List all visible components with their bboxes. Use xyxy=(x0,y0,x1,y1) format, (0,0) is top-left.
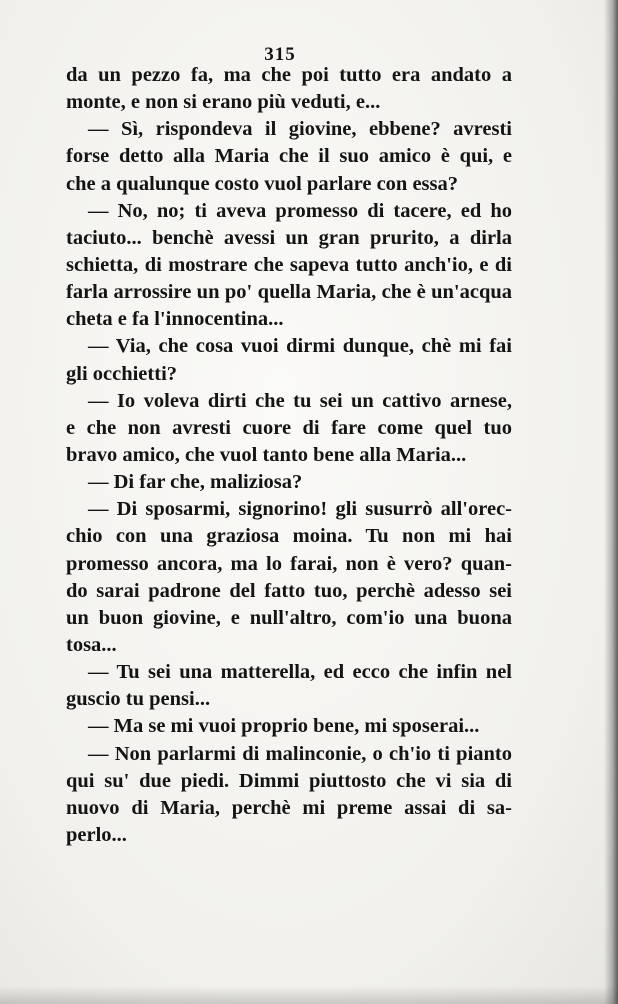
text-line: qui su' due piedi. Dimmi piuttosto che vi sia di xyxy=(66,769,512,792)
text-line: — Tu sei una matterella, ed ecco che infin nel xyxy=(88,661,512,684)
text-line: do sarai padrone del fatto tuo, perchè adesso sei xyxy=(66,579,512,602)
text-line: — Io voleva dirti che tu sei un cattivo arnese, xyxy=(88,389,512,412)
text-line: perlo... xyxy=(66,823,127,846)
text-line: — Ma se mi vuoi proprio bene, mi sposerai... xyxy=(88,715,480,738)
text-line: monte, e non si erano più veduti, e... xyxy=(66,91,381,114)
page-bottom-shadow xyxy=(0,986,618,1004)
page-edge-shadow xyxy=(604,0,618,1004)
text-line: e che non avresti cuore di fare come quel tuo xyxy=(66,416,512,439)
text-line: nuovo di Maria, perchè mi preme assai di sa- xyxy=(66,796,512,819)
text-line: bravo amico, che vuol tanto bene alla Maria... xyxy=(66,443,467,466)
text-line: — Via, che cosa vuoi dirmi dunque, chè mi fai xyxy=(88,335,512,358)
page-number: 315 xyxy=(264,44,296,65)
text-line: gli occhietti? xyxy=(66,362,178,385)
text-line: taciuto... benchè avessi un gran prurito, a dirla xyxy=(66,226,512,249)
text-line: — No, no; ti aveva promesso di tacere, ed ho xyxy=(88,199,512,222)
text-line: schietta, di mostrare che sapeva tutto anch'io, e di xyxy=(66,253,512,276)
text-line: — Non parlarmi di malinconie, o ch'io ti pianto xyxy=(88,742,512,765)
text-line: farla arrossire un po' quella Maria, che è un'acqua xyxy=(66,281,512,304)
text-line: — Sì, rispondeva il giovine, ebbene? avresti xyxy=(88,118,512,141)
text-line: tosa... xyxy=(66,633,117,656)
text-line: forse detto alla Maria che il suo amico è qui, e xyxy=(66,145,512,168)
text-line: guscio tu pensi... xyxy=(66,688,211,711)
text-line: promesso ancora, ma lo farai, non è vero? quan- xyxy=(66,552,512,575)
text-line: da un pezzo fa, ma che poi tutto era andato a xyxy=(66,64,512,86)
text-line: che a qualunque costo vuol parlare con essa? xyxy=(66,172,459,195)
text-line: chio con una graziosa moina. Tu non mi hai xyxy=(66,525,512,548)
page-text xyxy=(66,62,512,849)
text-line: un buon giovine, e null'altro, com'io una buona xyxy=(66,606,512,629)
text-line: — Di far che, maliziosa? xyxy=(88,471,303,494)
text-line: — Di sposarmi, signorino! gli susurrò all'orec- xyxy=(88,498,512,521)
text-line: cheta e fa l'innocentina... xyxy=(66,308,284,331)
